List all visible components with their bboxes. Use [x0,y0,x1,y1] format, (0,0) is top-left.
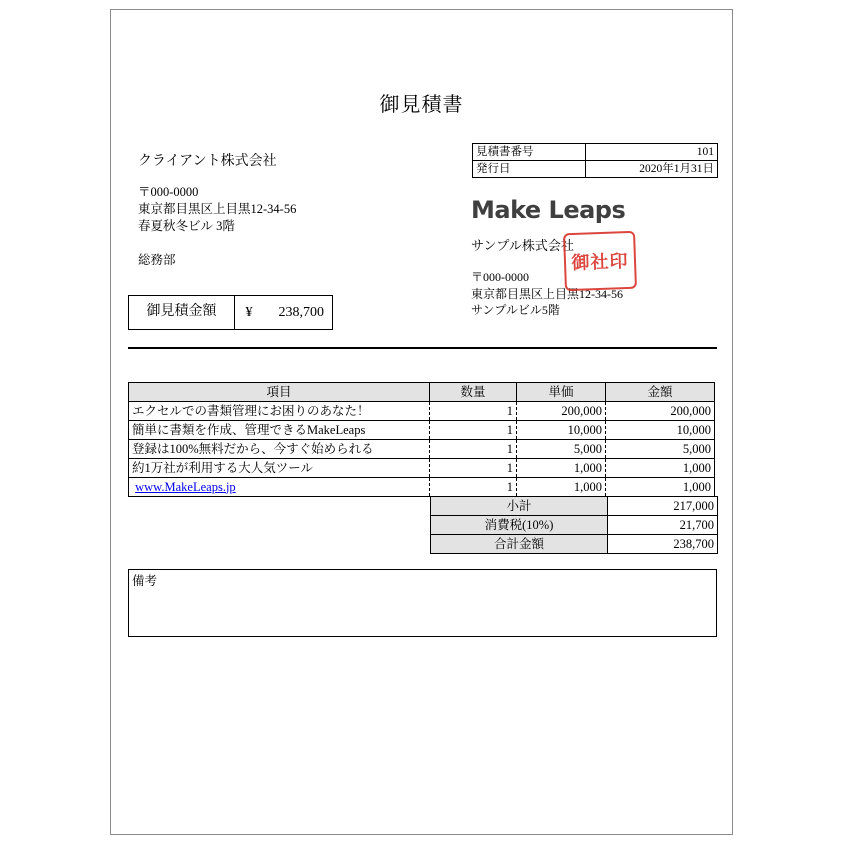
client-department: 総務部 [138,253,176,267]
estimate-meta-table [472,143,718,178]
item-quantity: 1 [430,440,517,459]
header-item: 項目 [129,383,430,402]
client-building: 春夏秋冬ビル 3階 [138,219,235,233]
issue-date-value: 2020年1月31日 [586,161,718,178]
notes-box [128,569,717,637]
item-unit-price: 1,000 [517,478,606,497]
company-seal-stamp: 御社印 [563,231,637,291]
estimate-number-label: 見積書番号 [473,144,586,161]
client-address-block [138,184,296,235]
table-row [129,440,715,459]
client-postal: 〒000-0000 [138,185,199,199]
estimate-document [110,9,733,835]
summary-row [431,497,718,516]
item-unit-price: 1,000 [517,459,606,478]
estimate-number-value: 101 [586,144,718,161]
header-quantity: 数量 [430,383,517,402]
client-address: 東京都目黒区上目黒12-34-56 [138,202,297,216]
item-amount: 5,000 [606,440,715,459]
item-description: 登録は100%無料だから、今すぐ始められる [129,440,430,459]
issuer-building: サンプルビル5階 [471,303,560,317]
item-description [129,478,430,497]
header-amount: 金額 [606,383,715,402]
makeleaps-logo: Make Leaps [471,196,626,224]
table-row [129,402,715,421]
tax-label: 消費税(10%) [431,516,608,535]
makeleaps-link[interactable]: www.MakeLeaps.jp [135,479,236,494]
line-items-table [128,382,715,497]
table-row [129,459,715,478]
subtotal-value: 217,000 [608,497,718,516]
issuer-postal: 〒000-0000 [471,270,529,284]
item-unit-price: 10,000 [517,421,606,440]
section-divider [128,347,717,349]
item-amount: 1,000 [606,459,715,478]
header-unit-price: 単価 [517,383,606,402]
issuer-company-name: サンプル株式会社 [471,238,574,253]
summary-row [431,535,718,554]
summary-table [430,496,718,554]
item-quantity: 1 [430,478,517,497]
document-title: 御見積書 [379,94,464,116]
meta-row [473,144,718,161]
client-name: クライアント株式会社 [138,154,277,169]
tax-value: 21,700 [608,516,718,535]
table-row [129,421,715,440]
item-unit-price: 200,000 [517,402,606,421]
notes-label: 備考 [132,574,158,588]
grand-total-label: 合計金額 [431,535,608,554]
meta-row [473,161,718,178]
item-unit-price: 5,000 [517,440,606,459]
item-description: 約1万社が利用する大人気ツール [129,459,430,478]
item-amount: 10,000 [606,421,715,440]
issue-date-label: 発行日 [473,161,586,178]
currency-symbol: ¥ [245,304,253,320]
issuer-address: 東京都目黒区上目黒12-34-56 [471,286,623,301]
table-header-row [129,383,715,402]
item-amount: 1,000 [606,478,715,497]
table-row [129,478,715,497]
estimate-total-box [128,295,333,330]
item-quantity: 1 [430,459,517,478]
estimate-total-label: 御見積金額 [129,296,235,329]
item-quantity: 1 [430,402,517,421]
summary-row [431,516,718,535]
subtotal-label: 小計 [431,497,608,516]
grand-total-value: 238,700 [608,535,718,554]
item-quantity: 1 [430,421,517,440]
item-amount: 200,000 [606,402,715,421]
estimate-total-amount: 238,700 [278,304,324,320]
item-description: 簡単に書類を作成、管理できるMakeLeaps [129,421,430,440]
item-description: エクセルでの書類管理にお困りのあなた！ [129,402,430,421]
